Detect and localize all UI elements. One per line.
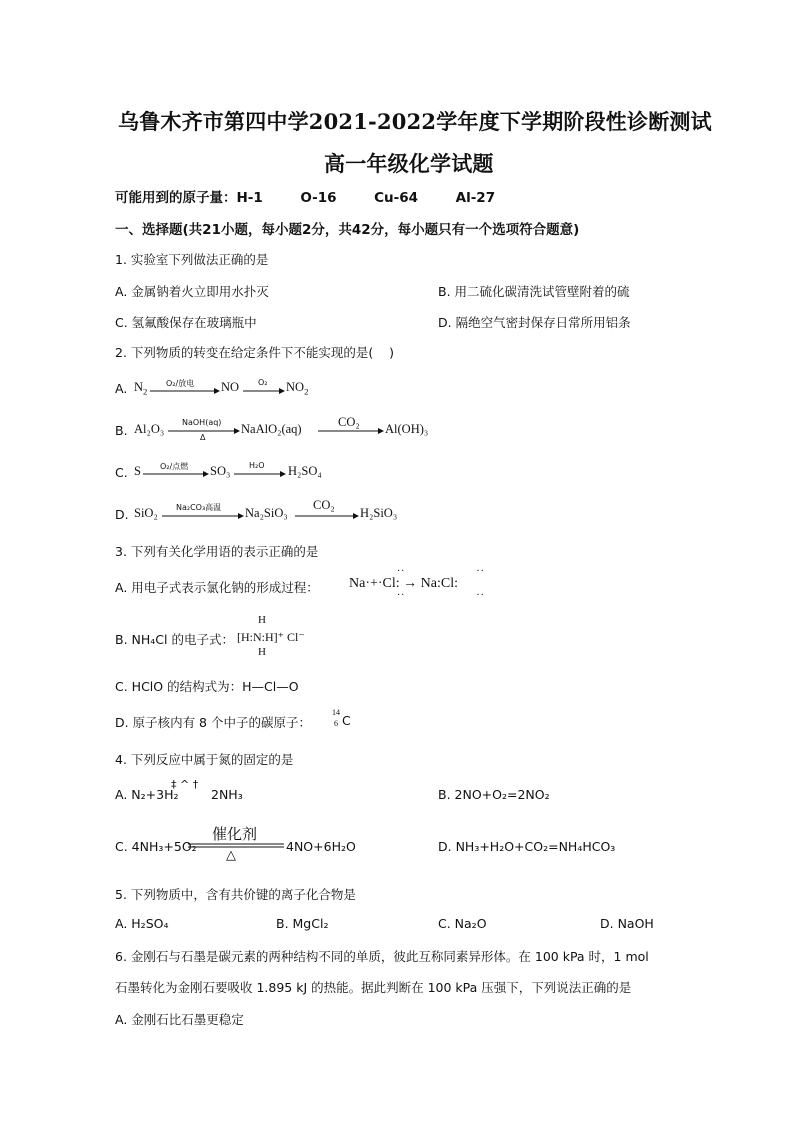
q5-option-b: B. MgCl₂ <box>276 916 329 931</box>
q5-option-a: A. H₂SO₄ <box>115 916 169 931</box>
q2-stem: 2. 下列物质的转变在给定条件下不能实现的是( ) <box>115 345 395 360</box>
q5-option-c: C. Na₂O <box>438 916 487 931</box>
q3-d-mass: 14 <box>332 708 340 717</box>
q4-a-glyph: ‡ ^ † <box>171 778 199 791</box>
exam-subtitle: 高一年级化学试题 <box>324 151 494 176</box>
q4-option-d: D. NH₃+H₂O+CO₂=NH₄HCO₃ <box>438 839 616 854</box>
q4-option-c: C. 4NH₃+5O₂ <box>115 839 197 854</box>
q2-c-arrow2 <box>234 471 286 477</box>
q2-a-s1: $N_2$ <box>134 380 148 397</box>
q4-c-heat: △ <box>226 848 236 863</box>
q2-b-cond1-below: Δ <box>200 433 206 442</box>
q2-d-s1: SiO₂ <box>134 506 158 520</box>
q3-b-h-top: H <box>258 614 266 626</box>
q6-stem-line1: 6. 金刚石与石墨是碳元素的两种结构不同的单质，彼此互称同素异形体。在 100 kPa 时，1 mol <box>115 949 649 964</box>
exam-title: 乌鲁木齐市第四中学2021-2022学年度下学期阶段性诊断测试 <box>118 109 712 134</box>
q2-d-s3: H₂SiO₃ <box>360 506 398 520</box>
q2-d-arrow2 <box>295 513 359 519</box>
q4-c-double-line <box>188 843 284 848</box>
q2-d-s2: Na₂SiO₃ <box>245 506 288 520</box>
q3-a-dots-top: ·· ·· <box>397 566 485 577</box>
q3-b-h-bottom: H <box>258 646 266 658</box>
section-heading: 一、选择题(共21小题，每小题2分，共42分，每小题只有一个选项符合题意) <box>115 222 580 238</box>
q2-b-s1: Al₂O₃ <box>134 422 165 436</box>
q2-b-cond1: NaOH(aq) <box>182 418 222 427</box>
q2-a-s2: NO <box>221 380 240 394</box>
q2-c-label: C. <box>115 465 128 480</box>
q3-b-formula: [H:N:H]⁺ Cl⁻ <box>237 630 305 644</box>
q4-stem: 4. 下列反应中属于氮的固定的是 <box>115 752 294 767</box>
q2-a-arrow2 <box>243 388 285 394</box>
q4-a-product: 2NH₃ <box>211 787 243 802</box>
q1-stem: 1. 实验室下列做法正确的是 <box>115 252 269 267</box>
q6-option-a: A. 金刚石比石墨更稳定 <box>115 1012 244 1027</box>
q4-option-b: B. 2NO+O₂=2NO₂ <box>438 787 550 802</box>
q2-c-s2: SO₃ <box>210 464 231 478</box>
q2-b-cond2: CO₂ <box>338 415 360 429</box>
q4-c-product: 4NO+6H₂O <box>286 839 356 854</box>
q2-c-s1: S <box>134 464 141 478</box>
q2-a-cond1: O₂/放电 <box>166 379 195 388</box>
q2-d-label: D. <box>115 507 129 522</box>
q2-c-cond1: O₂/点燃 <box>160 462 189 471</box>
q2-d-cond2: CO₂ <box>313 498 335 512</box>
q2-d-cond1: Na₂CO₃高温 <box>176 503 222 512</box>
atomic-masses: 可能用到的原子量：H-1 O-16 Cu-64 Al-27 <box>115 190 496 206</box>
q3-option-b: B. NH₄Cl 的电子式： <box>115 632 234 647</box>
q3-stem: 3. 下列有关化学用语的表示正确的是 <box>115 544 319 559</box>
q2-b-s2: NaAlO₂(aq) <box>241 422 302 436</box>
q3-d-atomic-number: 6 <box>334 719 338 728</box>
q3-option-c: C. HClO 的结构式为：H—Cl—O <box>115 679 299 694</box>
q4-c-catalyst: 催化剂 <box>212 825 258 843</box>
q5-option-d: D. NaOH <box>600 916 654 931</box>
q6-stem-line2: 石墨转化为金刚石要吸收 1.895 kJ 的热能。据此判断在 100 kPa 压强下，下列说法正确的是 <box>115 980 632 995</box>
q3-option-a: A. 用电子式表示氯化钠的形成过程： <box>115 580 319 595</box>
q2-b-s3: Al(OH)₃ <box>385 422 429 436</box>
q3-a-dots-bottom: ·· ·· <box>397 590 485 601</box>
q4-option-a: A. N₂+3H₂ <box>115 787 179 802</box>
q2-b-arrow2 <box>318 428 384 434</box>
q2-a-label: A. <box>115 381 128 396</box>
q2-c-arrow1 <box>143 471 209 477</box>
q2-a-s3: $NO_2$ <box>286 380 309 397</box>
q1-option-b: B. 用二硫化碳清洗试管壁附着的硫 <box>438 284 630 299</box>
q2-a-arrow1 <box>150 388 220 394</box>
q2-d-arrow1 <box>162 513 244 519</box>
q1-option-a: A. 金属钠着火立即用水扑灭 <box>115 284 269 299</box>
q1-option-c: C. 氢氟酸保存在玻璃瓶中 <box>115 315 257 330</box>
q3-a-formula: Na·+·Cl: → Na:Cl: <box>349 576 458 591</box>
q5-stem: 5. 下列物质中，含有共价键的离子化合物是 <box>115 887 356 902</box>
q3-option-d: D. 原子核内有 8 个中子的碳原子： <box>115 715 311 730</box>
q3-d-element: C <box>342 713 351 728</box>
q2-c-cond2: H₂O <box>249 461 265 470</box>
q2-c-s3: H₂SO₄ <box>288 464 322 478</box>
q2-a-cond2: O₂ <box>258 378 268 387</box>
q2-b-label: B. <box>115 423 128 438</box>
q1-option-d: D. 隔绝空气密封保存日常所用铝条 <box>438 315 631 330</box>
